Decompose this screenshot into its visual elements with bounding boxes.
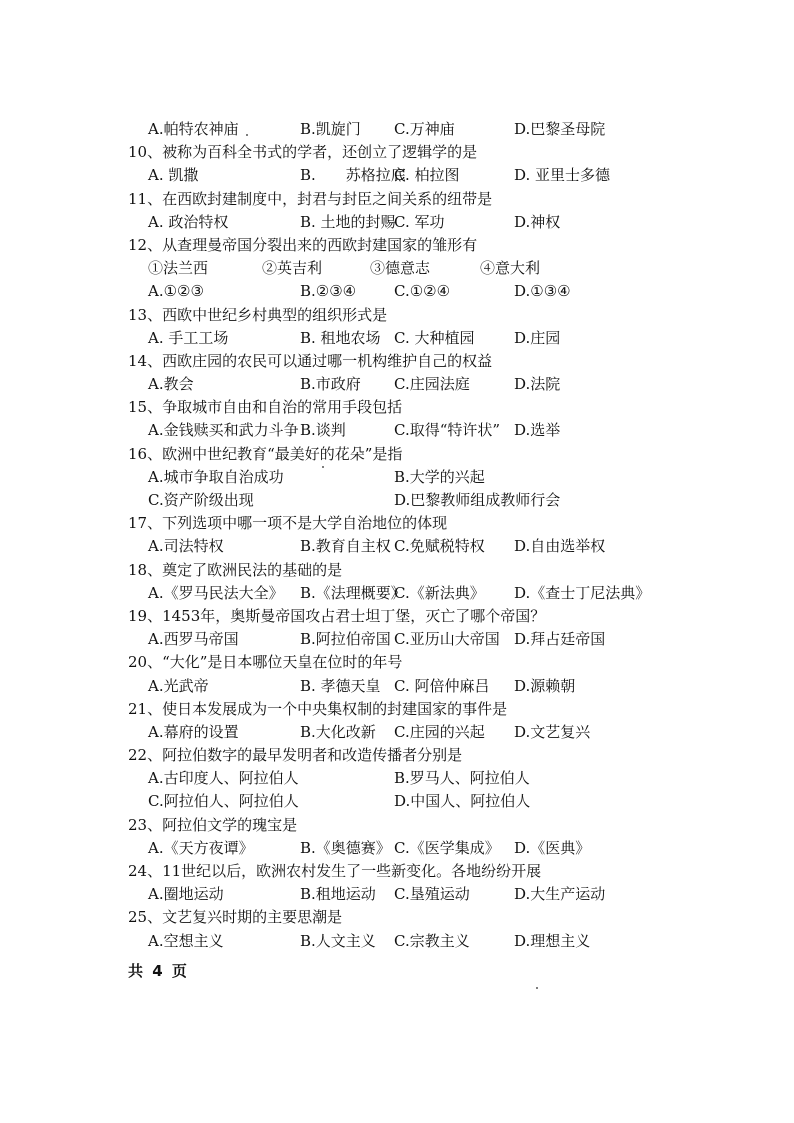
question-stem: [128, 814, 688, 837]
question-text: 16、欧洲中世纪教育“最美好的花朵”是指: [128, 444, 403, 463]
answer-option: C.庄园法庭: [394, 375, 470, 394]
option-row: [128, 466, 688, 489]
question-stem: [128, 234, 688, 257]
question-text: 21、使日本发展成为一个中央集权制的封建国家的事件是: [128, 699, 508, 718]
answer-option: B.谈判: [300, 421, 346, 440]
answer-option: C. 大种植园: [394, 328, 475, 347]
answer-option: A.教会: [148, 375, 194, 394]
answer-option: C.《新法典》: [394, 583, 485, 602]
answer-option: C. 阿倍仲麻吕: [394, 676, 490, 695]
option-row: [128, 628, 688, 651]
answer-option: D.中国人、阿拉伯人: [394, 792, 531, 811]
option-row: [128, 280, 688, 303]
answer-option: C. 军功: [394, 212, 445, 231]
answer-option: D.《查士丁尼法典》: [514, 583, 651, 602]
question-stem: [128, 698, 688, 721]
answer-option: ④意大利: [480, 259, 541, 278]
answer-option: D.理想主义: [514, 931, 591, 950]
question-text: 12、从查理曼帝国分裂出来的西欧封建国家的雏形有: [128, 235, 478, 254]
option-row: [128, 535, 688, 558]
answer-option: A.①②③: [148, 282, 204, 301]
option-row: [128, 721, 688, 744]
answer-option: A.《天方夜谭》: [148, 838, 254, 857]
answer-option: D.庄园: [514, 328, 561, 347]
answer-option: C.垦殖运动: [394, 885, 470, 904]
question-stem: [128, 443, 688, 466]
question-stem: [128, 651, 688, 674]
option-row: [128, 930, 688, 953]
question-stem: [128, 396, 688, 419]
answer-option: ①法兰西: [148, 259, 209, 278]
answer-option: D.①③④: [514, 282, 571, 301]
option-row: [128, 118, 688, 141]
answer-option: D.自由选举权: [514, 537, 606, 556]
answer-option: B.教育自主权: [300, 537, 391, 556]
question-text: 14、西欧庄园的农民可以通过哪一机构维护自己的权益: [128, 351, 493, 370]
answer-option: B.租地运动: [300, 885, 376, 904]
answer-option: D.拜占廷帝国: [514, 630, 606, 649]
answer-option: B.《法理概要》: [300, 583, 406, 602]
answer-option: B.②③④: [300, 282, 357, 301]
question-text: 15、争取城市自由和自治的常用手段包括: [128, 398, 403, 417]
answer-option: A.古印度人、阿拉伯人: [148, 769, 299, 788]
answer-option: C.《医学集成》: [394, 838, 500, 857]
question-stem: [128, 304, 688, 327]
question-text: 20、“大化”是日本哪位天皇在位时的年号: [128, 653, 403, 672]
answer-option: B.罗马人、阿拉伯人: [394, 769, 530, 788]
question-text: 11、在西欧封建制度中，封君与封臣之间关系的纽带是: [128, 189, 493, 208]
option-row: [128, 327, 688, 350]
answer-option: A.帕特农神庙: [148, 120, 239, 138]
option-row: [128, 489, 688, 512]
answer-option: A.金钱赎买和武力斗争: [148, 421, 299, 440]
answer-option: B. 孝德天皇: [300, 676, 381, 695]
answer-option: D. 亚里士多德: [514, 166, 611, 185]
answer-option: B. 土地的封赐: [300, 212, 396, 231]
option-row: [128, 164, 688, 187]
answer-option: ②英吉利: [262, 259, 323, 278]
answer-option: B.市政府: [300, 375, 361, 394]
option-row: [128, 582, 688, 605]
answer-option: A. 手工工场: [148, 328, 229, 347]
answer-option: A.空想主义: [148, 931, 224, 950]
question-stem: [128, 512, 688, 535]
answer-option: C.万神庙: [394, 120, 455, 138]
question-stem: [128, 188, 688, 211]
answer-option: D.大生产运动: [514, 885, 606, 904]
option-row: [128, 211, 688, 234]
question-text: 25、文艺复兴时期的主要思潮是: [128, 908, 343, 927]
answer-option: C.宗教主义: [394, 931, 470, 950]
scan-speck: [246, 134, 248, 136]
answer-option: D.神权: [514, 212, 561, 231]
question-text: 18、奠定了欧洲民法的基础的是: [128, 560, 343, 579]
option-row: [128, 790, 688, 813]
option-row: [128, 883, 688, 906]
answer-option: B.《奥德赛》: [300, 838, 391, 857]
answer-option: D.文艺复兴: [514, 722, 591, 741]
option-row: [128, 257, 688, 280]
answer-option: D.巴黎教师组成教师行会: [394, 491, 561, 509]
answer-option: A. 凯撒: [148, 166, 199, 185]
answer-option: B.大化改新: [300, 722, 376, 741]
question-text: 24、11世纪以后，欧洲农村发生了一些新变化。各地纷纷开展: [128, 862, 542, 880]
option-row: [128, 373, 688, 396]
answer-option: D.巴黎圣母院: [514, 120, 606, 138]
question-text: 23、阿拉伯文学的瑰宝是: [128, 815, 298, 834]
question-list: [128, 118, 688, 953]
scan-speck: [536, 987, 538, 989]
question-stem: [128, 906, 688, 929]
question-text: 17、下列选项中哪一项不是大学自治地位的体现: [128, 514, 448, 533]
answer-option: D.《医典》: [514, 838, 591, 857]
question-text: 19、1453年，奥斯曼帝国攻占君士坦丁堡，灭亡了哪个帝国？: [128, 606, 546, 625]
answer-option: C.资产阶级出现: [148, 491, 254, 509]
answer-option: A. 政治特权: [148, 212, 229, 231]
answer-option: B. 租地农场: [300, 328, 381, 347]
scan-speck: [322, 466, 324, 468]
answer-option: D.源赖朝: [514, 676, 576, 695]
answer-option: B.凯旋门: [300, 120, 361, 138]
question-stem: [128, 860, 688, 883]
answer-option: A.《罗马民法大全》: [148, 583, 284, 602]
question-text: 10、被称为百科全书式的学者，还创立了逻辑学的是: [128, 143, 478, 162]
question-stem: [128, 605, 688, 628]
question-text: 22、阿拉伯数字的最早发明者和改造传播者分别是: [128, 746, 463, 765]
answer-option: ③德意志: [370, 259, 431, 278]
answer-option: A.圈地运动: [148, 885, 224, 904]
answer-option: A.幕府的设置: [148, 722, 239, 741]
question-stem: [128, 350, 688, 373]
answer-option: D.选举: [514, 421, 561, 440]
answer-option: B. 苏格拉底: [300, 166, 406, 185]
answer-option: A.城市争取自治成功: [148, 467, 284, 486]
question-stem: [128, 141, 688, 164]
answer-option: A.司法特权: [148, 537, 224, 556]
answer-option: A.西罗马帝国: [148, 630, 239, 649]
question-stem: [128, 744, 688, 767]
question-stem: [128, 559, 688, 582]
option-row: [128, 837, 688, 860]
answer-option: B.人文主义: [300, 931, 376, 950]
answer-option: B.大学的兴起: [394, 467, 485, 486]
answer-option: C.庄园的兴起: [394, 722, 485, 741]
answer-option: A.光武帝: [148, 676, 209, 695]
answer-option: C.亚历山大帝国: [394, 630, 500, 649]
answer-option: D.法院: [514, 375, 561, 394]
answer-option: C.阿拉伯人、阿拉伯人: [148, 792, 299, 811]
answer-option: C.①②④: [394, 282, 451, 301]
answer-option: C. 柏拉图: [394, 166, 460, 185]
option-row: [128, 767, 688, 790]
answer-option: C.取得“特许状”: [394, 421, 501, 440]
page-count-footer: 共 4 页: [128, 962, 189, 980]
question-text: 13、西欧中世纪乡村典型的组织形式是: [128, 305, 388, 324]
option-row: [128, 675, 688, 698]
option-row: [128, 419, 688, 442]
answer-option: B.阿拉伯帝国: [300, 630, 391, 649]
answer-option: C.免赋税特权: [394, 537, 485, 556]
